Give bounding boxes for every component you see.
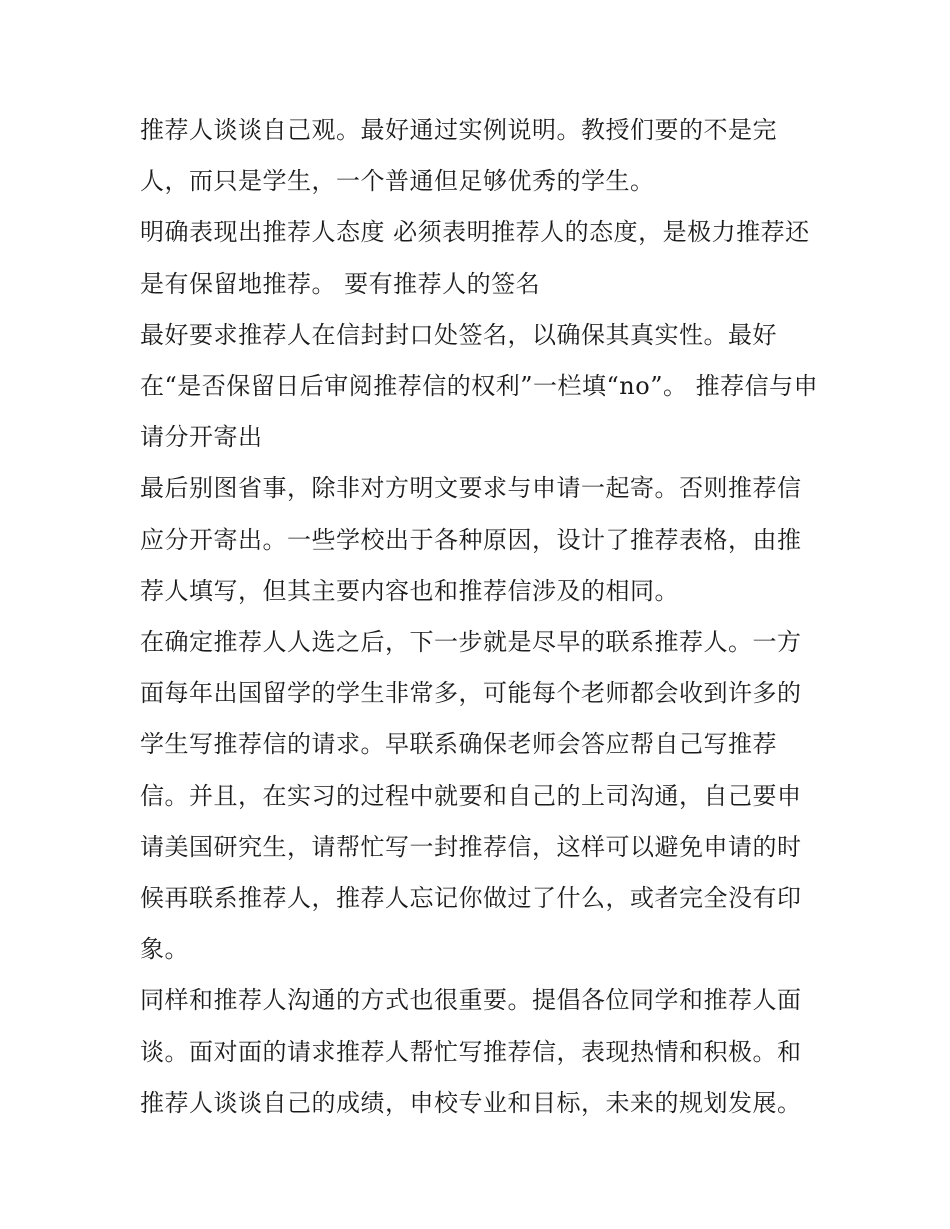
paragraph: 同样和推荐人沟通的方式也很重要。提倡各位同学和推荐人面谈。面对面的请求推荐人帮忙写推荐信，表现热情和积极。和推荐人谈谈自己的成绩，申校专业和目标，未来的规划发展。 [140, 986, 802, 1117]
paragraph: 最后别图省事，除非对方明文要求与申请一起寄。否则推荐信应分开寄出。一些学校出于各种原因，设计了推荐表格，由推荐人填写，但其主要内容也和推荐信涉及的相同。 [140, 474, 802, 605]
paragraph: 推荐人谈谈自己观。最好通过实例说明。教授们要的不是完人，而只是学生，一个普通但足够优秀的学生。 [140, 116, 777, 196]
document-body [140, 105, 820, 1129]
paragraph: 明确表现出推荐人态度 必须表明推荐人的态度，是极力推荐还是有保留地推荐。 要有推荐人的签名 [140, 218, 810, 298]
paragraph: 在确定推荐人人选之后，下一步就是尽早的联系推荐人。一方面每年出国留学的学生非常多，可能每个老师都会收到许多的学生写推荐信的请求。早联系确保老师会答应帮自己写推荐信。并且，在实习的过程中就要和自己的上司沟通，自己要申请美国研究生，请帮忙写一封推荐信，这样可以避免申请的时候再联系推荐人，推荐人忘记你做过了什么，或者完全没有印象。 [140, 628, 802, 964]
paragraph: 最好要求推荐人在信封封口处签名，以确保其真实性。最好在“是否保留日后审阅推荐信的权利”一栏填“no”。 推荐信与申请分开寄出 [140, 320, 819, 452]
